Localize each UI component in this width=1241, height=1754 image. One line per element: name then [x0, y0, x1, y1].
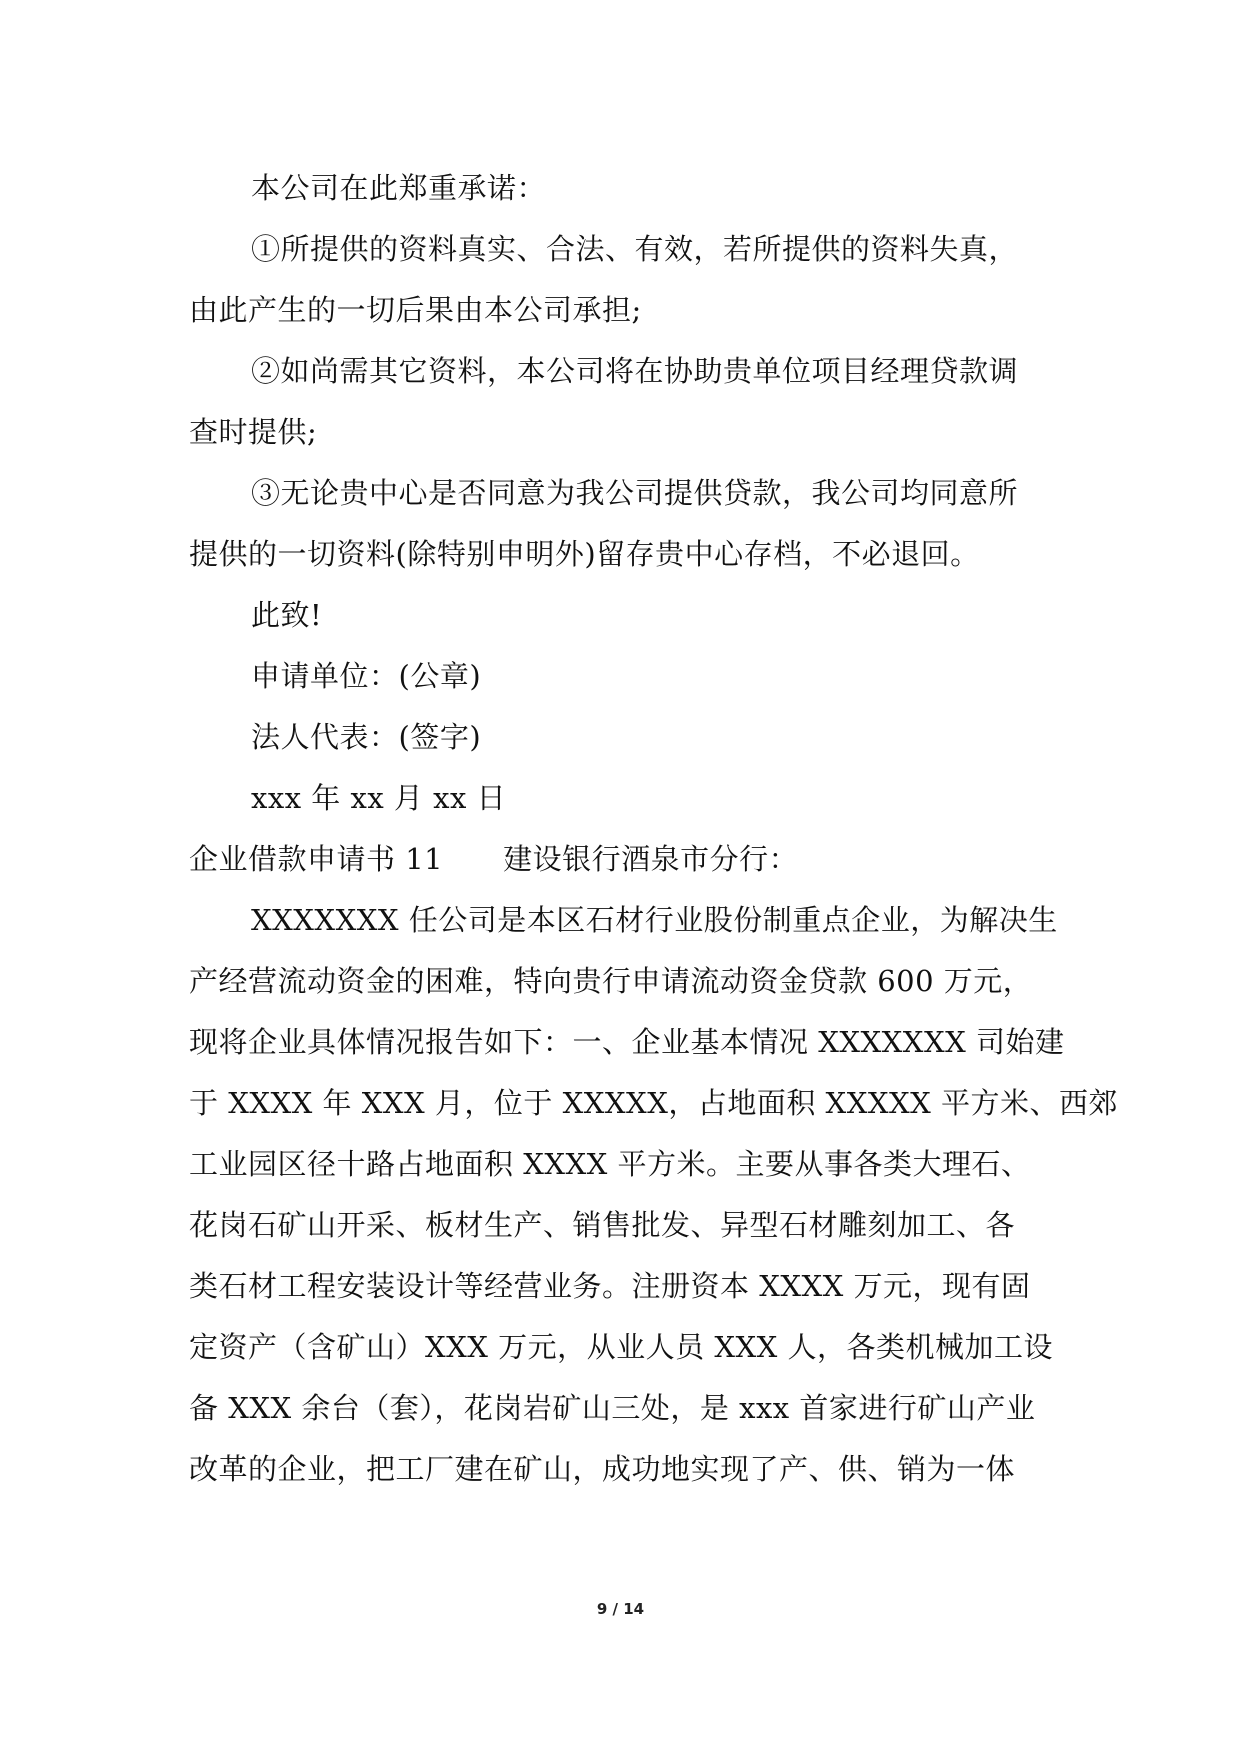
paragraph-line: 查时提供; [189, 415, 318, 449]
paragraph-line: 备 XXX 余台（套），花岗岩矿山三处，是 xxx 首家进行矿山产业 [189, 1391, 1036, 1425]
paragraph-line: ①所提供的资料真实、合法、有效，若所提供的资料失真， [251, 232, 1019, 266]
paragraph-line: 提供的一切资料(除特别申明外)留存贵中心存档，不必退回。 [189, 537, 980, 571]
paragraph-line: 于 XXXX 年 XXX 月，位于 XXXXX，占地面积 XXXXX 平方米、西郊 [189, 1086, 1119, 1120]
closing-salutation: 此致! [251, 598, 323, 632]
document-body [189, 158, 1119, 1500]
section-heading-line [189, 829, 1059, 890]
addressee: 建设银行酒泉市分行： [503, 842, 799, 876]
applicant-seal-line: 申请单位：(公章) [251, 659, 482, 693]
paragraph-line: 本公司在此郑重承诺： [251, 171, 547, 205]
paragraph-line: 定资产（含矿山）XXX 万元，从业人员 XXX 人，各类机械加工设 [189, 1330, 1054, 1364]
paragraph-line: 改革的企业，把工厂建在矿山，成功地实现了产、供、销为一体 [189, 1452, 1016, 1486]
paragraph-line: 花岗石矿山开采、板材生产、销售批发、异型石材雕刻加工、各 [189, 1208, 1016, 1242]
paragraph-line: 类石材工程安装设计等经营业务。注册资本 XXXX 万元，现有固 [189, 1269, 1031, 1303]
page-number: 9 / 14 [596, 1600, 645, 1618]
paragraph-line: 现将企业具体情况报告如下：一、企业基本情况 XXXXXXX 司始建 [189, 1025, 1065, 1059]
paragraph-line: 由此产生的一切后果由本公司承担; [189, 293, 642, 327]
paragraph-line: ③无论贵中心是否同意为我公司提供贷款，我公司均同意所 [251, 476, 1019, 510]
paragraph-line: 工业园区径十路占地面积 XXXX 平方米。主要从事各类大理石、 [189, 1147, 1031, 1181]
legal-rep-signature-line: 法人代表：(签字) [251, 720, 482, 754]
section-title: 企业借款申请书 11 [189, 842, 444, 876]
date-line: xxx 年 xx 月 xx 日 [251, 781, 507, 815]
paragraph-line: XXXXXXX 任公司是本区石材行业股份制重点企业，为解决生 [251, 903, 1058, 937]
paragraph-line: 产经营流动资金的困难，特向贵行申请流动资金贷款 600 万元， [189, 964, 1033, 998]
paragraph-line: ②如尚需其它资料，本公司将在协助贵单位项目经理贷款调 [251, 354, 1019, 388]
